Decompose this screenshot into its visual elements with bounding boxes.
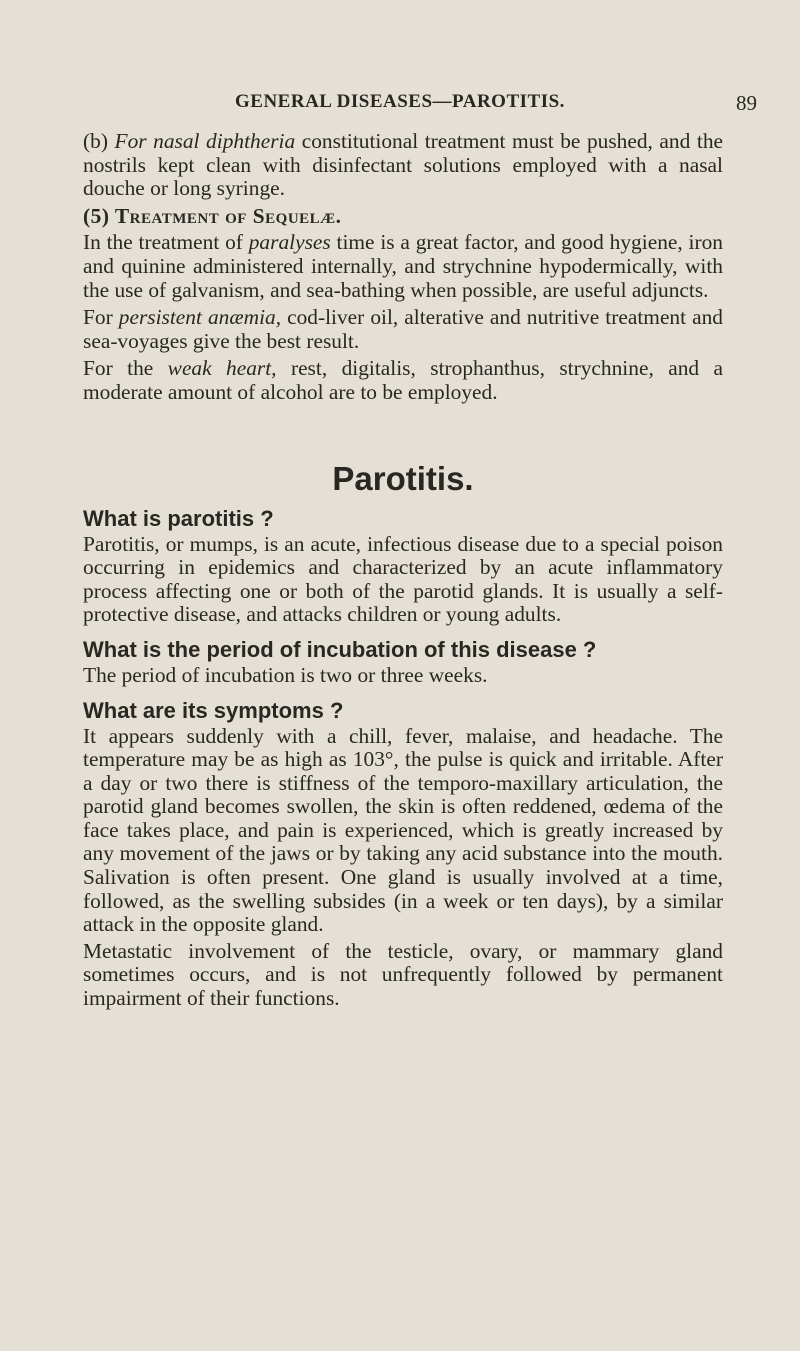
anaemia-pre: For xyxy=(83,305,119,330)
anaemia-text: cod-liver oil, alterative and nutritive treatment and sea-voyages give the best result. xyxy=(83,305,723,353)
page-header xyxy=(0,91,800,121)
answer-paragraph: It appears suddenly with a chill, fever, malaise, and headache. The temperature may be as high as 103°, the pulse is quick and irritable. After a day or two there is stiffness of the temporo-maxillary articulation, the parotid gland becomes swollen, the skin is often reddened, œdema of the face takes place, and pain is experienced, which is greatly increased by any movement of the jaws or by taking any acid substance into the mouth. Salivation is often present. One gland is usually involved at a time, followed, as the swelling subsides (in a week or ten days), by a similar attack in the opposite gland. xyxy=(83,723,723,937)
paralyses-pre: In the treatment of xyxy=(83,230,249,255)
heart-pre: For the xyxy=(83,356,168,381)
weak-heart-paragraph xyxy=(83,357,723,404)
paralyses-text: time is a great factor, and good hygiene, iron and quinine administered internally, and strychnine hypodermically, with the use of galvanism, and sea-bathing when possible, are useful adjuncts. xyxy=(83,230,723,302)
page-number: 89 xyxy=(736,91,757,115)
question-heading: What is parotitis ? xyxy=(83,505,274,531)
question-heading: What are its symptoms ? xyxy=(83,697,344,723)
answer-paragraph: Metastatic involvement of the testicle, ovary, or mammary gland sometimes occurs, and is not unfrequently followed by permanent impairment of their functions. xyxy=(83,938,723,1011)
question-heading: What is the period of incubation of this disease ? xyxy=(83,636,597,662)
section-title: Parotitis. xyxy=(332,459,474,497)
nasal-diphtheria-term: For nasal diphtheria xyxy=(114,129,296,153)
page-body xyxy=(83,130,723,1011)
nasal-diphtheria-paragraph xyxy=(83,130,723,201)
running-head: GENERAL DISEASES—PAROTITIS. xyxy=(235,91,565,112)
paralyses-term: paralyses xyxy=(248,230,331,255)
weak-heart-text: rest, digitalis, strophanthus, strychnine, and a moderate amount of alcohol are to be employed. xyxy=(83,356,723,404)
sequelae-heading: (5) Treatment of Sequelæ. xyxy=(83,203,342,228)
weak-heart-term: weak heart, xyxy=(167,356,277,381)
paralyses-paragraph xyxy=(83,231,723,302)
answer-paragraph: Parotitis, or mumps, is an acute, infectious disease due to a special poison occurring in epidemics and characterized by an acute inflammatory process affecting one or both of the parotid glands. It is usually a self-protective disease, and attacks children or young adults. xyxy=(83,531,723,627)
anaemia-term: persistent anæmia, xyxy=(118,305,282,330)
list-label: (b) xyxy=(83,129,108,153)
anaemia-paragraph xyxy=(83,306,723,353)
nasal-diphtheria-text: constitutional treatment must be pushed, and the nostrils kept clean with disinfectant solutions employed with a nasal douche or long syringe. xyxy=(83,129,724,201)
answer-paragraph: The period of incubation is two or three weeks. xyxy=(83,662,488,687)
